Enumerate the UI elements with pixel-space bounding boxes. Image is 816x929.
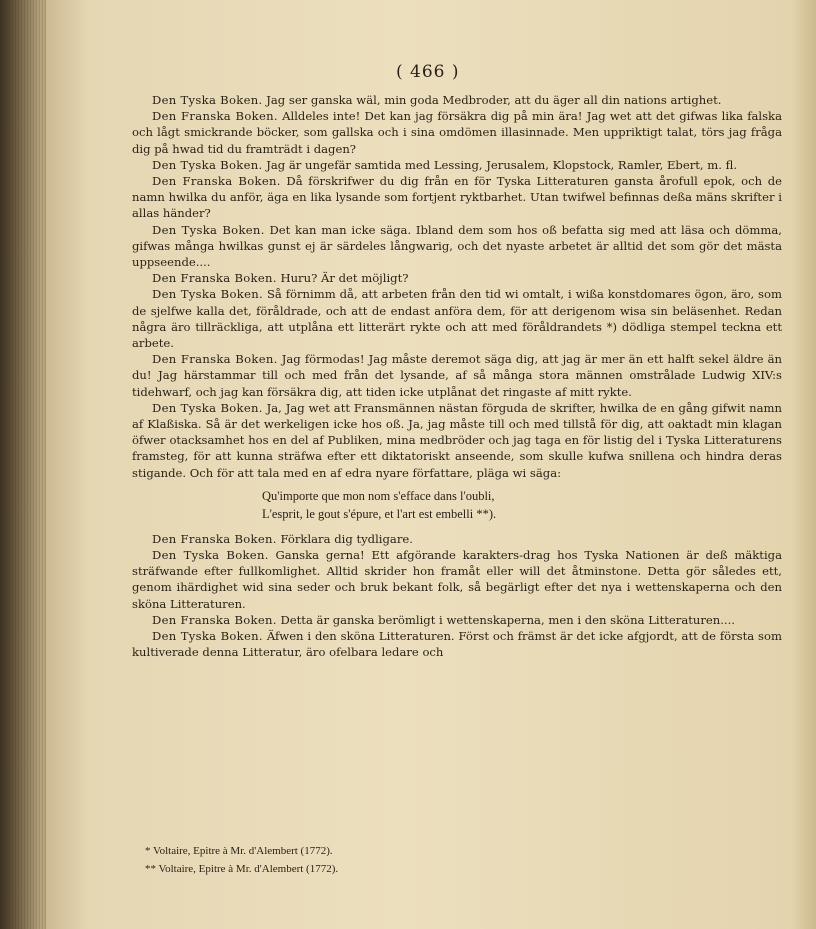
paragraph-text: Ja, Jag wet att Fransmännen nästan förguda de skrifter, hwilka de en gång gifwit namn af Klaßiska. Så är det werkeligen icke hos oß. Ja, jag måste till och med tillstå för dig, att oaktadt min klagan öfwer otacksamhet hos en del af Publiken, mina medbröder och jag taga en för listig del i Tyska Litteraturens framsteg, för att kunna sträfwa efter ett diktatoriskt anseende, som skulle kufwa snillena och hindra deras stigande. Och för att tala med en af edra nyare författare, pläga wi säga: — [132, 400, 782, 480]
speaker-label: Den Tyska Boken. — [152, 222, 265, 237]
page-number: ( 466 ) — [396, 62, 460, 82]
dialogue-paragraph — [132, 270, 782, 286]
quote-line: Qu'importe que mon nom s'efface dans l'oubli, — [262, 488, 495, 503]
speaker-label: Den Franska Boken. — [152, 271, 277, 286]
speaker-label: Den Franska Boken. — [152, 531, 277, 546]
speaker-label: Den Franska Boken. — [152, 352, 278, 367]
dialogue-section-1 — [132, 92, 782, 481]
speaker-label: Den Tyska Boken. — [152, 400, 263, 415]
speaker-label: Den Tyska Boken. — [152, 157, 263, 172]
dialogue-paragraph — [132, 531, 782, 547]
speaker-label: Den Tyska Boken. — [152, 93, 263, 107]
paragraph-text: Förklara dig tydligare. — [280, 531, 413, 546]
paragraph-text: Ganska gerna! Ett afgörande karakters-drag hos Tyska Nationen är deß mäktiga sträfwande efter fullkomlighet. Alltid skrider hon framåt eller will det åtminstone. Detta gör således ett, genom ihärdighet wid sina seder och bruk bekant folk, så begärligt efter det nya i wettenskaperna och den sköna Litteraturen. — [132, 548, 782, 611]
speaker-label: Den Tyska Boken. — [152, 629, 263, 644]
paragraph-text: Jag ser ganska wäl, min goda Medbroder, att du äger all din nations artighet. — [266, 93, 722, 107]
page-body — [132, 92, 782, 661]
dialogue-paragraph — [132, 547, 782, 612]
dialogue-paragraph — [132, 222, 782, 271]
paragraph-text: Det kan man icke säga. Ibland dem som hos oß befatta sig med att läsa och dömma, gifwas många hwilkas gunst ej är särdeles långwarig, och det nyaste arbetet är alltid det som gör det mästa uppseende.... — [132, 222, 782, 270]
quote-line: L'esprit, le gout s'épure, et l'art est embelli **). — [262, 506, 497, 521]
paragraph-text: Huru? Är det möjligt? — [280, 271, 409, 286]
speaker-label: Den Franska Boken. — [152, 109, 278, 124]
footnotes — [145, 842, 745, 878]
paragraph-text: Alldeles inte! Det kan jag försäkra dig på min ära! Jag wet att det gifwas lika falska och lågt smickrande böcker, som gallska och i sina omdömen illasinnade. Men uppriktigt talat, törs jag fråga dig på hwad tid du framträdt i dagen? — [132, 109, 782, 156]
dialogue-section-2 — [132, 531, 782, 661]
dialogue-paragraph — [132, 108, 782, 157]
french-quote — [132, 487, 782, 523]
paragraph-text: Då förskrifwer du dig från en för Tyska Litteraturen gansta årofull epok, och de namn hwilka du anför, äga en lika lysande som fortjent ryktbarhet. Utan twifwel befinnas deßa mäns skrifter i allas händer? — [132, 174, 783, 221]
speaker-label: Den Franska Boken. — [152, 612, 277, 627]
paragraph-text: Jag förmodas! Jag måste deremot säga dig, att jag är mer än ett halft sekel äldre än du! Jag härstammar till och med från det lysande, af så många stora männen omstrålade Ludwig XIV:s tidehwarf, och jag kan försäkra dig, att tiden icke utplånat det ringaste af mitt rykte. — [132, 352, 782, 399]
page-binding-edge — [0, 0, 46, 929]
paragraph-text: Jag är ungefär samtida med Lessing, Jerusalem, Klopstock, Ramler, Ebert, m. fl. — [266, 157, 738, 172]
dialogue-paragraph — [132, 400, 782, 481]
dialogue-paragraph — [132, 92, 782, 108]
paragraph-text: Äfwen i den sköna Litteraturen. Först och främst är det icke afgjordt, att de första som kultiverade denna Litteratur, äro ofelbara ledare och — [132, 629, 782, 660]
speaker-label: Den Tyska Boken. — [152, 287, 263, 302]
dialogue-paragraph — [132, 157, 782, 173]
footnote: * Voltaire, Epitre à Mr. d'Alembert (1772). — [145, 845, 333, 857]
footnote: ** Voltaire, Epitre à Mr. d'Alembert (1772). — [145, 863, 339, 875]
paragraph-text: Så förnimm då, att arbeten från den tid wi omtalt, i wißa konstdomares ögon, äro, som de sjelfwe kalla det, föråldrade, och att de endast anföra dem, för att derigenom wisa sin beläsenhet. Redan några äro tillräckliga, att utplåna ett litterärt rykte och att med föråldrandets *) dödliga stempel teckna ett arbete. — [132, 287, 782, 351]
speaker-label: Den Tyska Boken. — [152, 548, 269, 563]
dialogue-paragraph — [132, 612, 782, 628]
speaker-label: Den Franska Boken. — [152, 174, 281, 189]
dialogue-paragraph — [132, 286, 782, 351]
dialogue-paragraph — [132, 628, 782, 660]
dialogue-paragraph — [132, 173, 782, 222]
paragraph-text: Detta är ganska berömligt i wettenskaperna, men i den sköna Litteraturen.... — [280, 612, 735, 627]
dialogue-paragraph — [132, 351, 782, 400]
